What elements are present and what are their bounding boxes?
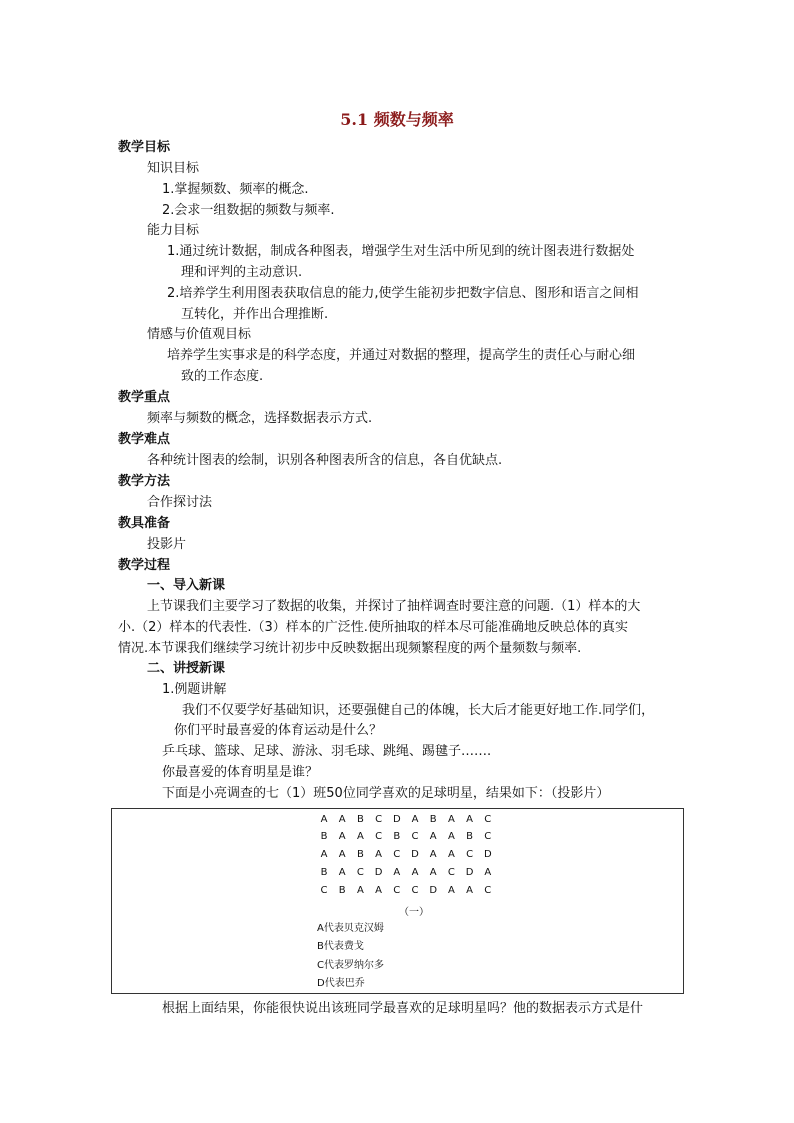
survey-cell: B [320, 867, 328, 878]
survey-cell: B [356, 849, 364, 860]
survey-cell: B [429, 814, 437, 825]
legend-c: C代表罗纳尔多 [317, 960, 384, 971]
legend-d: D代表巴乔 [317, 978, 365, 989]
survey-cell: A [429, 849, 437, 860]
subheading-ability: 能力目标 [147, 223, 200, 238]
example-line-3: 乒乓球、篮球、足球、游泳、羽毛球、跳绳、踢毽子……. [162, 744, 492, 759]
example-line-4: 你最喜爱的体育明星是谁？ [162, 765, 319, 780]
tools-text: 投影片 [147, 537, 187, 552]
knowledge-item-1: 1.掌握频数、频率的概念. [162, 182, 309, 197]
page-title: 5.1 频数与频率 [340, 110, 454, 129]
process-part-1: 一、导入新课 [147, 578, 226, 593]
survey-cell: A [393, 867, 401, 878]
survey-cell: B [338, 885, 346, 896]
survey-cell: C [393, 849, 401, 860]
ability-item-2-line-2: 互转化，并作出合理推断. [181, 307, 329, 322]
survey-cell: D [429, 885, 438, 896]
survey-cell: B [356, 814, 364, 825]
survey-cell: A [375, 885, 383, 896]
survey-cell: A [375, 849, 383, 860]
process-intro-line-1: 上节课我们主要学习了数据的收集，并探讨了抽样调查时要注意的问题.（1）样本的大 [147, 599, 641, 614]
survey-caption: （一） [399, 907, 429, 918]
heading-goals: 教学目标 [118, 140, 171, 155]
survey-cell: A [447, 831, 455, 842]
survey-cell: C [375, 814, 383, 825]
survey-cell: A [320, 814, 328, 825]
method-text: 合作探讨法 [147, 495, 213, 510]
heading-process: 教学过程 [118, 558, 171, 573]
subheading-emotion: 情感与价值观目标 [147, 327, 252, 342]
survey-cell: C [466, 849, 474, 860]
survey-cell: C [411, 831, 419, 842]
legend-b: B代表费戈 [317, 941, 364, 952]
survey-cell: C [447, 867, 455, 878]
key-text: 频率与频数的概念，选择数据表示方式. [147, 411, 373, 426]
survey-cell: C [484, 885, 492, 896]
survey-cell: A [429, 831, 437, 842]
survey-cell: D [483, 849, 492, 860]
survey-cell: A [411, 814, 419, 825]
process-part-2: 二、讲授新课 [147, 661, 226, 676]
survey-cell: D [465, 867, 474, 878]
survey-cell: A [447, 885, 455, 896]
survey-cell: A [338, 831, 346, 842]
survey-cell: D [392, 814, 401, 825]
survey-cell: B [393, 831, 401, 842]
example-line-1: 我们不仅要学好基础知识，还要强健自己的体魄，长大后才能更好地工作.同学们， [182, 703, 655, 718]
difficulty-text: 各种统计图表的绘制，识别各种图表所含的信息，各自优缺点. [147, 453, 503, 468]
survey-cell: C [320, 885, 328, 896]
heading-key: 教学重点 [118, 390, 171, 405]
survey-cell: A [429, 867, 437, 878]
survey-cell: A [356, 885, 364, 896]
survey-cell: B [320, 831, 328, 842]
survey-cell: A [447, 849, 455, 860]
survey-cell: C [484, 831, 492, 842]
survey-cell: B [466, 831, 474, 842]
survey-cell: C [484, 814, 492, 825]
survey-cell: A [338, 867, 346, 878]
legend-a: A代表贝克汉姆 [317, 923, 384, 934]
heading-tools: 教具准备 [118, 516, 171, 531]
survey-cell: A [338, 849, 346, 860]
ability-item-1-line-2: 理和评判的主动意识. [181, 265, 303, 280]
heading-difficulty: 教学难点 [118, 432, 171, 447]
survey-cell: A [320, 849, 328, 860]
example-heading: 1.例题讲解 [162, 682, 227, 697]
survey-cell: A [484, 867, 492, 878]
survey-cell: C [411, 885, 419, 896]
survey-cell: A [466, 814, 474, 825]
survey-cell: A [356, 831, 364, 842]
emotion-line-2: 致的工作态度. [181, 369, 264, 384]
survey-cell: A [338, 814, 346, 825]
knowledge-item-2: 2.会求一组数据的频数与频率. [162, 203, 335, 218]
closing-question: 根据上面结果，你能很快说出该班同学最喜欢的足球明星吗？他的数据表示方式是什 [162, 1001, 644, 1016]
emotion-line-1: 培养学生实事求是的科学态度，并通过对数据的整理，提高学生的责任心与耐心细 [167, 348, 636, 363]
process-intro-line-2: 小.（2）样本的代表性.（3）样本的广泛性.使所抽取的样本尽可能准确地反映总体的真实 [118, 620, 628, 635]
example-line-2: 你们平时最喜爱的体育运动是什么？ [174, 723, 383, 738]
survey-cell: C [375, 831, 383, 842]
process-intro-line-3: 情况.本节课我们继续学习统计初步中反映数据出现频繁程度的两个量频数与频率. [118, 641, 582, 656]
example-line-5: 下面是小亮调查的七（1）班50位同学喜欢的足球明星，结果如下：（投影片） [162, 786, 610, 801]
heading-method: 教学方法 [118, 474, 171, 489]
ability-item-2-line-1: 2.培养学生利用图表获取信息的能力,使学生能初步把数字信息、图形和语言之间相 [167, 286, 639, 301]
survey-cell: A [411, 867, 419, 878]
survey-cell: D [411, 849, 419, 860]
ability-item-1-line-1: 1.通过统计数据，制成各种图表，增强学生对生活中所见到的统计图表进行数据处 [167, 244, 635, 259]
survey-box [111, 808, 684, 994]
survey-cell: A [466, 885, 474, 896]
subheading-knowledge: 知识目标 [147, 161, 200, 176]
survey-cell: C [356, 867, 364, 878]
survey-cell: C [393, 885, 401, 896]
survey-cell: D [374, 867, 383, 878]
survey-cell: A [447, 814, 455, 825]
